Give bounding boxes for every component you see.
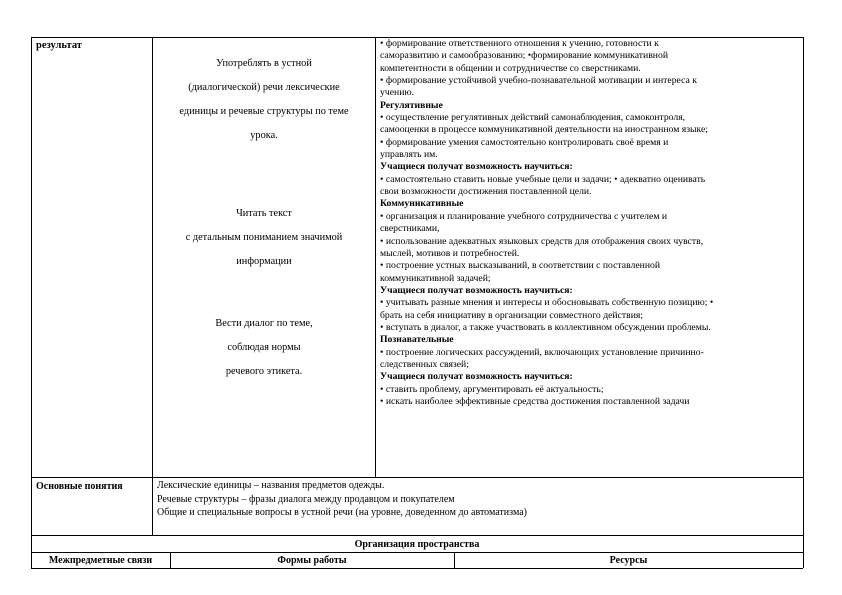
col1-divider [152,37,153,535]
list-line: свои возможности достижения поставленной цели. [380,186,592,198]
section-heading: Учащиеся получат возможность научиться: [380,161,573,173]
header-forms-of-work: Формы работы [277,555,347,566]
list-line: • построение логических рассуждений, включающих установление причинно- [380,346,704,358]
section-heading: Регулятивные [380,99,443,111]
goal-3-line: соблюдая нормы [227,342,301,353]
header-resources: Ресурсы [609,555,648,566]
list-line: саморазвитию и самообразованию; •формирование коммуникативной [380,50,668,62]
table-left-border [31,37,32,568]
concepts-label: Основные понятия [36,481,123,492]
row-label-result: результат [36,40,82,51]
list-line: управлять им. [380,149,438,161]
list-line: компетентности в общении и сотрудничестве со сверстниками. [380,62,641,74]
goal-2 [154,202,374,274]
goal-2-line: Читать текст [236,208,292,219]
concept-line: Лексические единицы – названия предметов одежды. [157,480,385,491]
section-heading: Коммуникативные [380,198,464,210]
goal-2-line: информации [236,256,292,267]
section-heading: Познавательные [380,334,454,346]
list-line: учению. [380,87,415,99]
list-line: • формирование устойчивой учебно-познавательной мотивации и интереса к [380,75,697,87]
list-line: • самостоятельно ставить новые учебные цели и задачи; • адекватно оценивать [380,173,706,185]
list-line: следственных связей; [380,358,469,370]
headers-top-border [31,552,803,553]
concepts-top-border [31,477,803,478]
list-line: сверстниками, [380,223,440,235]
list-line: • вступать в диалог, а также участвовать в коллективном обсуждении проблемы. [380,321,711,333]
list-line: • формирование умения самостоятельно контролировать своё время и [380,136,669,148]
goal-1-line: (диалогической) речи лексические [188,82,340,93]
list-line: • осуществление регулятивных действий самонаблюдения, самоконтроля, [380,112,686,124]
goal-3 [154,312,374,384]
learning-actions-list [380,38,800,408]
goal-2-line: с детальным пониманием значимой [185,232,343,243]
header-interdisciplinary-links: Межпредметные связи [48,555,153,566]
goal-1-line: единицы и речевые структуры по теме [179,106,349,117]
table-right-border [803,37,804,568]
col2-divider [375,37,376,478]
space-organization-title: Организация пространства [354,539,480,550]
list-line: брать на себя инициативу в организации совместного действия; [380,309,644,321]
list-line: • искать наиболее эффективные средства достижения поставленной задачи [380,395,690,407]
list-line: • ставить проблему, аргументировать её актуальность; [380,383,604,395]
section-heading: Учащиеся получат возможность научиться: [380,371,573,383]
goal-1-line: урока. [250,130,278,141]
concept-line: Общие и специальные вопросы в устной речи (на уровне, доведенном до автоматизма) [157,507,527,518]
goal-3-line: Вести диалог по теме, [215,318,313,329]
list-line: коммуникативной задачей; [380,272,491,284]
space-top-border [31,535,803,536]
section-heading: Учащиеся получат возможность научиться: [380,284,573,296]
list-line: • построение устных высказываний, в соответствии с поставленной [380,260,661,272]
list-line: • использование адекватных языковых средств для отображения своих чувств, [380,235,704,247]
list-line: • организация и планирование учебного сотрудничества с учителем и [380,210,668,222]
goal-3-line: речевого этикета. [225,366,303,377]
list-line: • формирование ответственного отношения к учению, готовности к [380,38,659,49]
goal-1 [154,52,374,148]
concepts-content [157,479,797,520]
concept-line: Речевые структуры – фразы диалога между продавцом и покупателем [157,493,455,505]
headers-bottom-border [31,568,803,569]
list-line: самооценки в процессе коммуникативной деятельности на иностранном языке; [380,124,708,136]
goal-1-line: Употреблять в устной [216,58,312,69]
list-line: мыслей, мотивов и потребностей. [380,247,520,259]
list-line: • учитывать разные мнения и интересы и обосновывать собственную позицию; • [380,297,714,309]
